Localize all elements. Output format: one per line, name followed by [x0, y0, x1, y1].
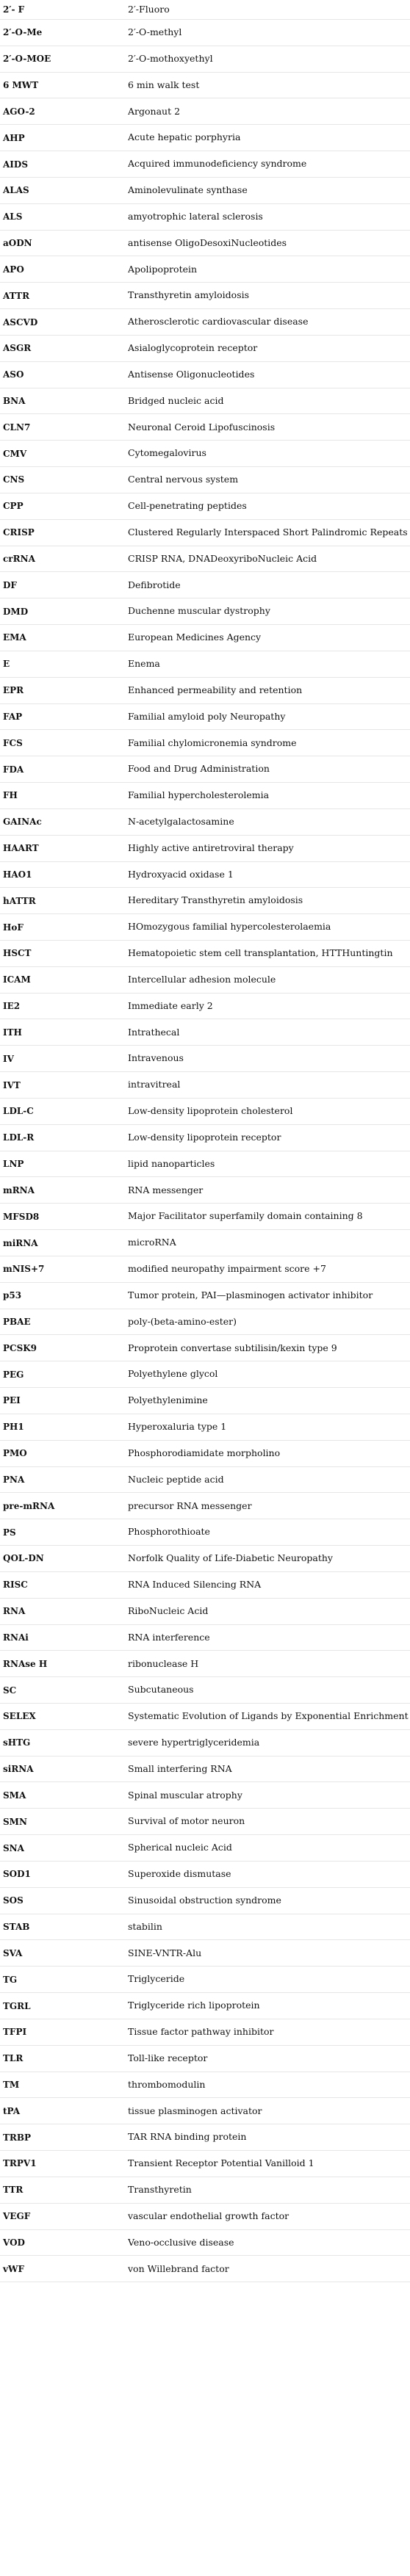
abbreviation-term: SMA	[0, 1782, 128, 1809]
abbreviation-definition: Familial hypercholesterolemia	[128, 783, 410, 809]
abbreviation-term: 2′-O-Me	[0, 20, 128, 46]
abbreviation-term: PEG	[0, 1361, 128, 1388]
abbreviation-definition: ribonuclease H	[128, 1651, 410, 1677]
abbreviation-definition: Proprotein convertase subtilisin/kexin type 9	[128, 1335, 410, 1361]
abbreviation-definition: severe hypertriglyceridemia	[128, 1729, 410, 1756]
abbreviation-term: SNA	[0, 1835, 128, 1862]
table-row	[0, 651, 410, 677]
table-row	[0, 388, 410, 414]
abbreviation-definition: N-acetylgalactosamine	[128, 808, 410, 835]
abbreviation-term: 2′-O-MOE	[0, 46, 128, 72]
table-row	[0, 1782, 410, 1809]
abbreviation-definition: Norfolk Quality of Life-Diabetic Neuropathy	[128, 1546, 410, 1572]
abbreviation-term: PCSK9	[0, 1335, 128, 1361]
abbreviation-definition: Acute hepatic porphyria	[128, 125, 410, 151]
abbreviation-definition: Phosphorodiamidate morpholino	[128, 1440, 410, 1466]
abbreviation-term: DMD	[0, 598, 128, 625]
abbreviation-definition: Bridged nucleic acid	[128, 388, 410, 414]
table-row	[0, 1282, 410, 1309]
table-row	[0, 20, 410, 46]
abbreviation-term: TFPI	[0, 2019, 128, 2045]
abbreviation-definition: thrombomodulin	[128, 2072, 410, 2098]
abbreviation-definition: lipid nanoparticles	[128, 1151, 410, 1177]
table-row	[0, 0, 410, 20]
abbreviation-definition: Spherical nucleic Acid	[128, 1835, 410, 1862]
abbreviation-definition: stabilin	[128, 1914, 410, 1940]
table-row	[0, 203, 410, 230]
abbreviation-term: BNA	[0, 388, 128, 414]
table-row	[0, 1046, 410, 1072]
table-row	[0, 2177, 410, 2203]
table-row	[0, 1651, 410, 1677]
table-row	[0, 1993, 410, 2019]
abbreviation-definition: Superoxide dismutase	[128, 1861, 410, 1887]
table-row	[0, 677, 410, 703]
abbreviation-term: TGRL	[0, 1993, 128, 2019]
abbreviation-term: IVT	[0, 1072, 128, 1099]
abbreviation-definition: Polyethylenimine	[128, 1388, 410, 1414]
abbreviation-definition: RNA Induced Silencing RNA	[128, 1571, 410, 1598]
abbreviation-definition: amyotrophic lateral sclerosis	[128, 203, 410, 230]
abbreviation-term: RNAi	[0, 1624, 128, 1651]
table-row	[0, 1466, 410, 1493]
abbreviation-definition: Aminolevulinate synthase	[128, 177, 410, 203]
table-row	[0, 1861, 410, 1887]
table-row	[0, 1361, 410, 1388]
abbreviation-term: PEI	[0, 1388, 128, 1414]
abbreviation-term: FH	[0, 783, 128, 809]
table-row	[0, 177, 410, 203]
abbreviation-term: GAINAc	[0, 808, 128, 835]
abbreviation-definition: Intercellular adhesion molecule	[128, 966, 410, 993]
table-row	[0, 1256, 410, 1282]
table-row	[0, 940, 410, 966]
abbreviation-term: DF	[0, 572, 128, 598]
table-row	[0, 1756, 410, 1782]
table-row	[0, 441, 410, 467]
table-row	[0, 309, 410, 336]
table-row	[0, 835, 410, 861]
abbreviation-definition: Tumor protein, PAI—plasminogen activator inhibitor	[128, 1282, 410, 1309]
abbreviation-definition: 2′-O-methyl	[128, 20, 410, 46]
abbreviation-term: TRPV1	[0, 2151, 128, 2177]
abbreviation-term: hATTR	[0, 888, 128, 914]
table-row	[0, 2256, 410, 2282]
table-row	[0, 1493, 410, 1519]
abbreviation-term: tPA	[0, 2098, 128, 2124]
abbreviation-definition: Clustered Regularly Interspaced Short Palindromic Repeats	[128, 519, 410, 546]
abbreviation-term: HSCT	[0, 940, 128, 966]
abbreviation-definition: Triglyceride	[128, 1967, 410, 1993]
table-row	[0, 1624, 410, 1651]
table-row	[0, 493, 410, 519]
table-row	[0, 1098, 410, 1124]
abbreviation-term: ITH	[0, 1019, 128, 1046]
abbreviation-term: 6 MWT	[0, 72, 128, 98]
abbreviation-term: vWF	[0, 2256, 128, 2282]
abbreviation-definition: Asialoglycoprotein receptor	[128, 335, 410, 361]
abbreviation-term: SMN	[0, 1809, 128, 1835]
abbreviation-term: FCS	[0, 730, 128, 756]
abbreviation-term: crRNA	[0, 546, 128, 572]
abbreviation-term: TTR	[0, 2177, 128, 2203]
abbreviation-definition: RNA messenger	[128, 1177, 410, 1204]
abbreviation-term: APO	[0, 256, 128, 283]
abbreviation-definition: Phosphorothioate	[128, 1519, 410, 1546]
abbreviation-definition: CRISP RNA, DNADeoxyriboNucleic Acid	[128, 546, 410, 572]
table-row	[0, 703, 410, 730]
abbreviation-definition: Veno-occlusive disease	[128, 2229, 410, 2256]
abbreviation-definition: Duchenne muscular dystrophy	[128, 598, 410, 625]
abbreviation-term: PMO	[0, 1440, 128, 1466]
table-row	[0, 808, 410, 835]
table-row	[0, 1204, 410, 1230]
abbreviation-definition: Low-density lipoprotein cholesterol	[128, 1098, 410, 1124]
abbreviation-term: RNAse H	[0, 1651, 128, 1677]
abbreviation-definition: Acquired immunodeficiency syndrome	[128, 151, 410, 178]
abbreviation-term: IV	[0, 1046, 128, 1072]
abbreviation-term: LNP	[0, 1151, 128, 1177]
abbreviation-definition: tissue plasminogen activator	[128, 2098, 410, 2124]
abbreviation-definition: Polyethylene glycol	[128, 1361, 410, 1388]
abbreviation-term: SELEX	[0, 1704, 128, 1730]
abbreviation-term: pre-mRNA	[0, 1493, 128, 1519]
table-row	[0, 1019, 410, 1046]
abbreviation-definition: Hereditary Transthyretin amyloidosis	[128, 888, 410, 914]
abbreviation-definition: Low-density lipoprotein receptor	[128, 1124, 410, 1151]
abbreviation-definition: Immediate early 2	[128, 993, 410, 1019]
table-row	[0, 1519, 410, 1546]
table-row	[0, 98, 410, 125]
table-row	[0, 467, 410, 493]
abbreviation-term: SOS	[0, 1887, 128, 1914]
abbreviation-definition: Systematic Evolution of Ligands by Exponential Enrichment	[128, 1704, 410, 1730]
abbreviation-definition: 6 min walk test	[128, 72, 410, 98]
abbreviation-term: CRISP	[0, 519, 128, 546]
table-row	[0, 1571, 410, 1598]
abbreviation-definition: von Willebrand factor	[128, 2256, 410, 2282]
table-row	[0, 2072, 410, 2098]
abbreviation-definition: Sinusoidal obstruction syndrome	[128, 1887, 410, 1914]
abbreviation-term: CLN7	[0, 414, 128, 441]
table-row	[0, 1309, 410, 1335]
abbreviation-term: SVA	[0, 1940, 128, 1967]
abbreviation-term: TG	[0, 1967, 128, 1993]
table-row	[0, 914, 410, 941]
abbreviation-definition: Apolipoprotein	[128, 256, 410, 283]
abbreviation-definition: Nucleic peptide acid	[128, 1466, 410, 1493]
table-row	[0, 1177, 410, 1204]
abbreviation-term: LDL-R	[0, 1124, 128, 1151]
abbreviation-term: STAB	[0, 1914, 128, 1940]
table-row	[0, 519, 410, 546]
abbreviation-term: SC	[0, 1677, 128, 1704]
abbreviation-definition: European Medicines Agency	[128, 625, 410, 651]
table-row	[0, 1940, 410, 1967]
abbreviation-definition: Transthyretin	[128, 2177, 410, 2203]
abbreviation-term: 2′- F	[0, 0, 128, 20]
abbreviation-definition: RiboNucleic Acid	[128, 1598, 410, 1624]
table-row	[0, 861, 410, 888]
abbreviation-term: CPP	[0, 493, 128, 519]
abbreviation-term: CNS	[0, 467, 128, 493]
table-row	[0, 283, 410, 309]
abbreviation-definition: Intrathecal	[128, 1019, 410, 1046]
table-row	[0, 2124, 410, 2151]
abbreviation-term: EMA	[0, 625, 128, 651]
abbreviation-term: HAART	[0, 835, 128, 861]
abbreviation-definition: Small interfering RNA	[128, 1756, 410, 1782]
abbreviation-term: mRNA	[0, 1177, 128, 1204]
table-row	[0, 125, 410, 151]
abbreviation-definition: intravitreal	[128, 1072, 410, 1099]
table-row	[0, 2203, 410, 2229]
abbreviation-term: PH1	[0, 1414, 128, 1440]
abbreviation-term: AIDS	[0, 151, 128, 178]
abbreviation-term: QOL-DN	[0, 1546, 128, 1572]
abbreviation-term: CMV	[0, 441, 128, 467]
table-row	[0, 598, 410, 625]
abbreviation-term: TM	[0, 2072, 128, 2098]
table-row	[0, 256, 410, 283]
abbreviation-definition: vascular endothelial growth factor	[128, 2203, 410, 2229]
abbreviation-term: SOD1	[0, 1861, 128, 1887]
abbreviation-definition: RNA interference	[128, 1624, 410, 1651]
abbreviation-definition: antisense OligoDesoxiNucleotides	[128, 230, 410, 256]
table-row	[0, 783, 410, 809]
abbreviation-definition: Familial amyloid poly Neuropathy	[128, 703, 410, 730]
table-row	[0, 46, 410, 72]
table-row	[0, 730, 410, 756]
table-row	[0, 888, 410, 914]
abbreviation-term: ALAS	[0, 177, 128, 203]
table-row	[0, 1230, 410, 1256]
abbreviation-definition: Familial chylomicronemia syndrome	[128, 730, 410, 756]
abbreviation-definition: Atherosclerotic cardiovascular disease	[128, 309, 410, 336]
table-row	[0, 72, 410, 98]
abbreviation-definition: precursor RNA messenger	[128, 1493, 410, 1519]
abbreviation-term: ASGR	[0, 335, 128, 361]
abbreviation-term: EPR	[0, 677, 128, 703]
abbreviation-definition: Intravenous	[128, 1046, 410, 1072]
abbreviation-term: HAO1	[0, 861, 128, 888]
abbreviation-term: ASCVD	[0, 309, 128, 336]
table-row	[0, 361, 410, 388]
table-row	[0, 2151, 410, 2177]
abbreviation-definition: Enhanced permeability and retention	[128, 677, 410, 703]
abbreviation-definition: Defibrotide	[128, 572, 410, 598]
abbreviation-term: AGO-2	[0, 98, 128, 125]
table-row	[0, 1546, 410, 1572]
abbreviation-term: ICAM	[0, 966, 128, 993]
abbreviation-term: MFSD8	[0, 1204, 128, 1230]
table-row	[0, 1388, 410, 1414]
abbreviation-term: aODN	[0, 230, 128, 256]
abbreviation-definition: HOmozygous familial hypercolesterolaemia	[128, 914, 410, 941]
table-row	[0, 230, 410, 256]
abbreviation-term: FAP	[0, 703, 128, 730]
abbreviation-definition: 2′-Fluoro	[128, 0, 410, 20]
table-row	[0, 1335, 410, 1361]
abbreviation-definition: Toll-like receptor	[128, 2045, 410, 2072]
abbreviation-term: FDA	[0, 756, 128, 783]
abbreviation-term: IE2	[0, 993, 128, 1019]
abbreviation-term: TRBP	[0, 2124, 128, 2151]
abbreviation-term: sHTG	[0, 1729, 128, 1756]
abbreviation-term: LDL-C	[0, 1098, 128, 1124]
table-row	[0, 1835, 410, 1862]
abbreviation-term: VEGF	[0, 2203, 128, 2229]
abbreviation-definition: Triglyceride rich lipoprotein	[128, 1993, 410, 2019]
abbreviation-term: VOD	[0, 2229, 128, 2256]
table-row	[0, 1124, 410, 1151]
abbreviation-term: ALS	[0, 203, 128, 230]
abbreviation-definition: Central nervous system	[128, 467, 410, 493]
table-row	[0, 1809, 410, 1835]
abbreviation-term: RISC	[0, 1571, 128, 1598]
abbreviation-term: ASO	[0, 361, 128, 388]
table-row	[0, 1704, 410, 1730]
table-row	[0, 2098, 410, 2124]
abbreviation-definition: Hydroxyacid oxidase 1	[128, 861, 410, 888]
abbreviation-definition: Cell-penetrating peptides	[128, 493, 410, 519]
table-row	[0, 966, 410, 993]
abbreviation-definition: SINE-VNTR-Alu	[128, 1940, 410, 1967]
abbreviation-term: siRNA	[0, 1756, 128, 1782]
abbreviation-term: ATTR	[0, 283, 128, 309]
table-row	[0, 1914, 410, 1940]
table-row	[0, 756, 410, 783]
table-row	[0, 1677, 410, 1704]
abbreviation-definition: Hematopoietic stem cell transplantation, HTTHuntingtin	[128, 940, 410, 966]
abbreviation-term: PBAE	[0, 1309, 128, 1335]
table-row	[0, 1414, 410, 1440]
abbreviation-definition: Survival of motor neuron	[128, 1809, 410, 1835]
abbreviation-definition: Subcutaneous	[128, 1677, 410, 1704]
table-row	[0, 1072, 410, 1099]
abbreviation-definition: Tissue factor pathway inhibitor	[128, 2019, 410, 2045]
abbreviation-definition: Spinal muscular atrophy	[128, 1782, 410, 1809]
table-row	[0, 1440, 410, 1466]
abbreviation-term: PNA	[0, 1466, 128, 1493]
abbreviation-term: PS	[0, 1519, 128, 1546]
table-row	[0, 2045, 410, 2072]
table-row	[0, 1967, 410, 1993]
abbreviation-definition: Highly active antiretroviral therapy	[128, 835, 410, 861]
table-row	[0, 2019, 410, 2045]
abbreviation-term: miRNA	[0, 1230, 128, 1256]
abbreviation-term: mNIS+7	[0, 1256, 128, 1282]
abbreviation-definition: Enema	[128, 651, 410, 677]
abbreviation-term: TLR	[0, 2045, 128, 2072]
abbreviation-term: E	[0, 651, 128, 677]
abbreviation-definition: Antisense Oligonucleotides	[128, 361, 410, 388]
table-row	[0, 572, 410, 598]
abbreviation-definition: 2′-O-mothoxyethyl	[128, 46, 410, 72]
abbreviation-definition: Transient Receptor Potential Vanilloid 1	[128, 2151, 410, 2177]
abbreviation-definition: Transthyretin amyloidosis	[128, 283, 410, 309]
table-row	[0, 2229, 410, 2256]
table-row	[0, 1729, 410, 1756]
abbreviation-term: HoF	[0, 914, 128, 941]
abbreviation-definition: Major Facilitator superfamily domain containing 8	[128, 1204, 410, 1230]
table-row	[0, 625, 410, 651]
abbreviation-definition: modified neuropathy impairment score +7	[128, 1256, 410, 1282]
table-row	[0, 1887, 410, 1914]
abbreviation-term: p53	[0, 1282, 128, 1309]
abbreviation-definition: TAR RNA binding protein	[128, 2124, 410, 2151]
abbreviation-definition: Hyperoxaluria type 1	[128, 1414, 410, 1440]
table-row	[0, 335, 410, 361]
abbreviation-definition: Neuronal Ceroid Lipofuscinosis	[128, 414, 410, 441]
table-row	[0, 151, 410, 178]
table-row	[0, 1598, 410, 1624]
abbreviation-term: RNA	[0, 1598, 128, 1624]
table-row	[0, 414, 410, 441]
abbreviation-definition: Cytomegalovirus	[128, 441, 410, 467]
table-row	[0, 546, 410, 572]
table-row	[0, 1151, 410, 1177]
abbreviation-definition: Argonaut 2	[128, 98, 410, 125]
abbreviation-definition: poly-(beta-amino-ester)	[128, 1309, 410, 1335]
abbreviation-definition: microRNA	[128, 1230, 410, 1256]
abbreviation-term: AHP	[0, 125, 128, 151]
table-row	[0, 993, 410, 1019]
abbreviation-definition: Food and Drug Administration	[128, 756, 410, 783]
